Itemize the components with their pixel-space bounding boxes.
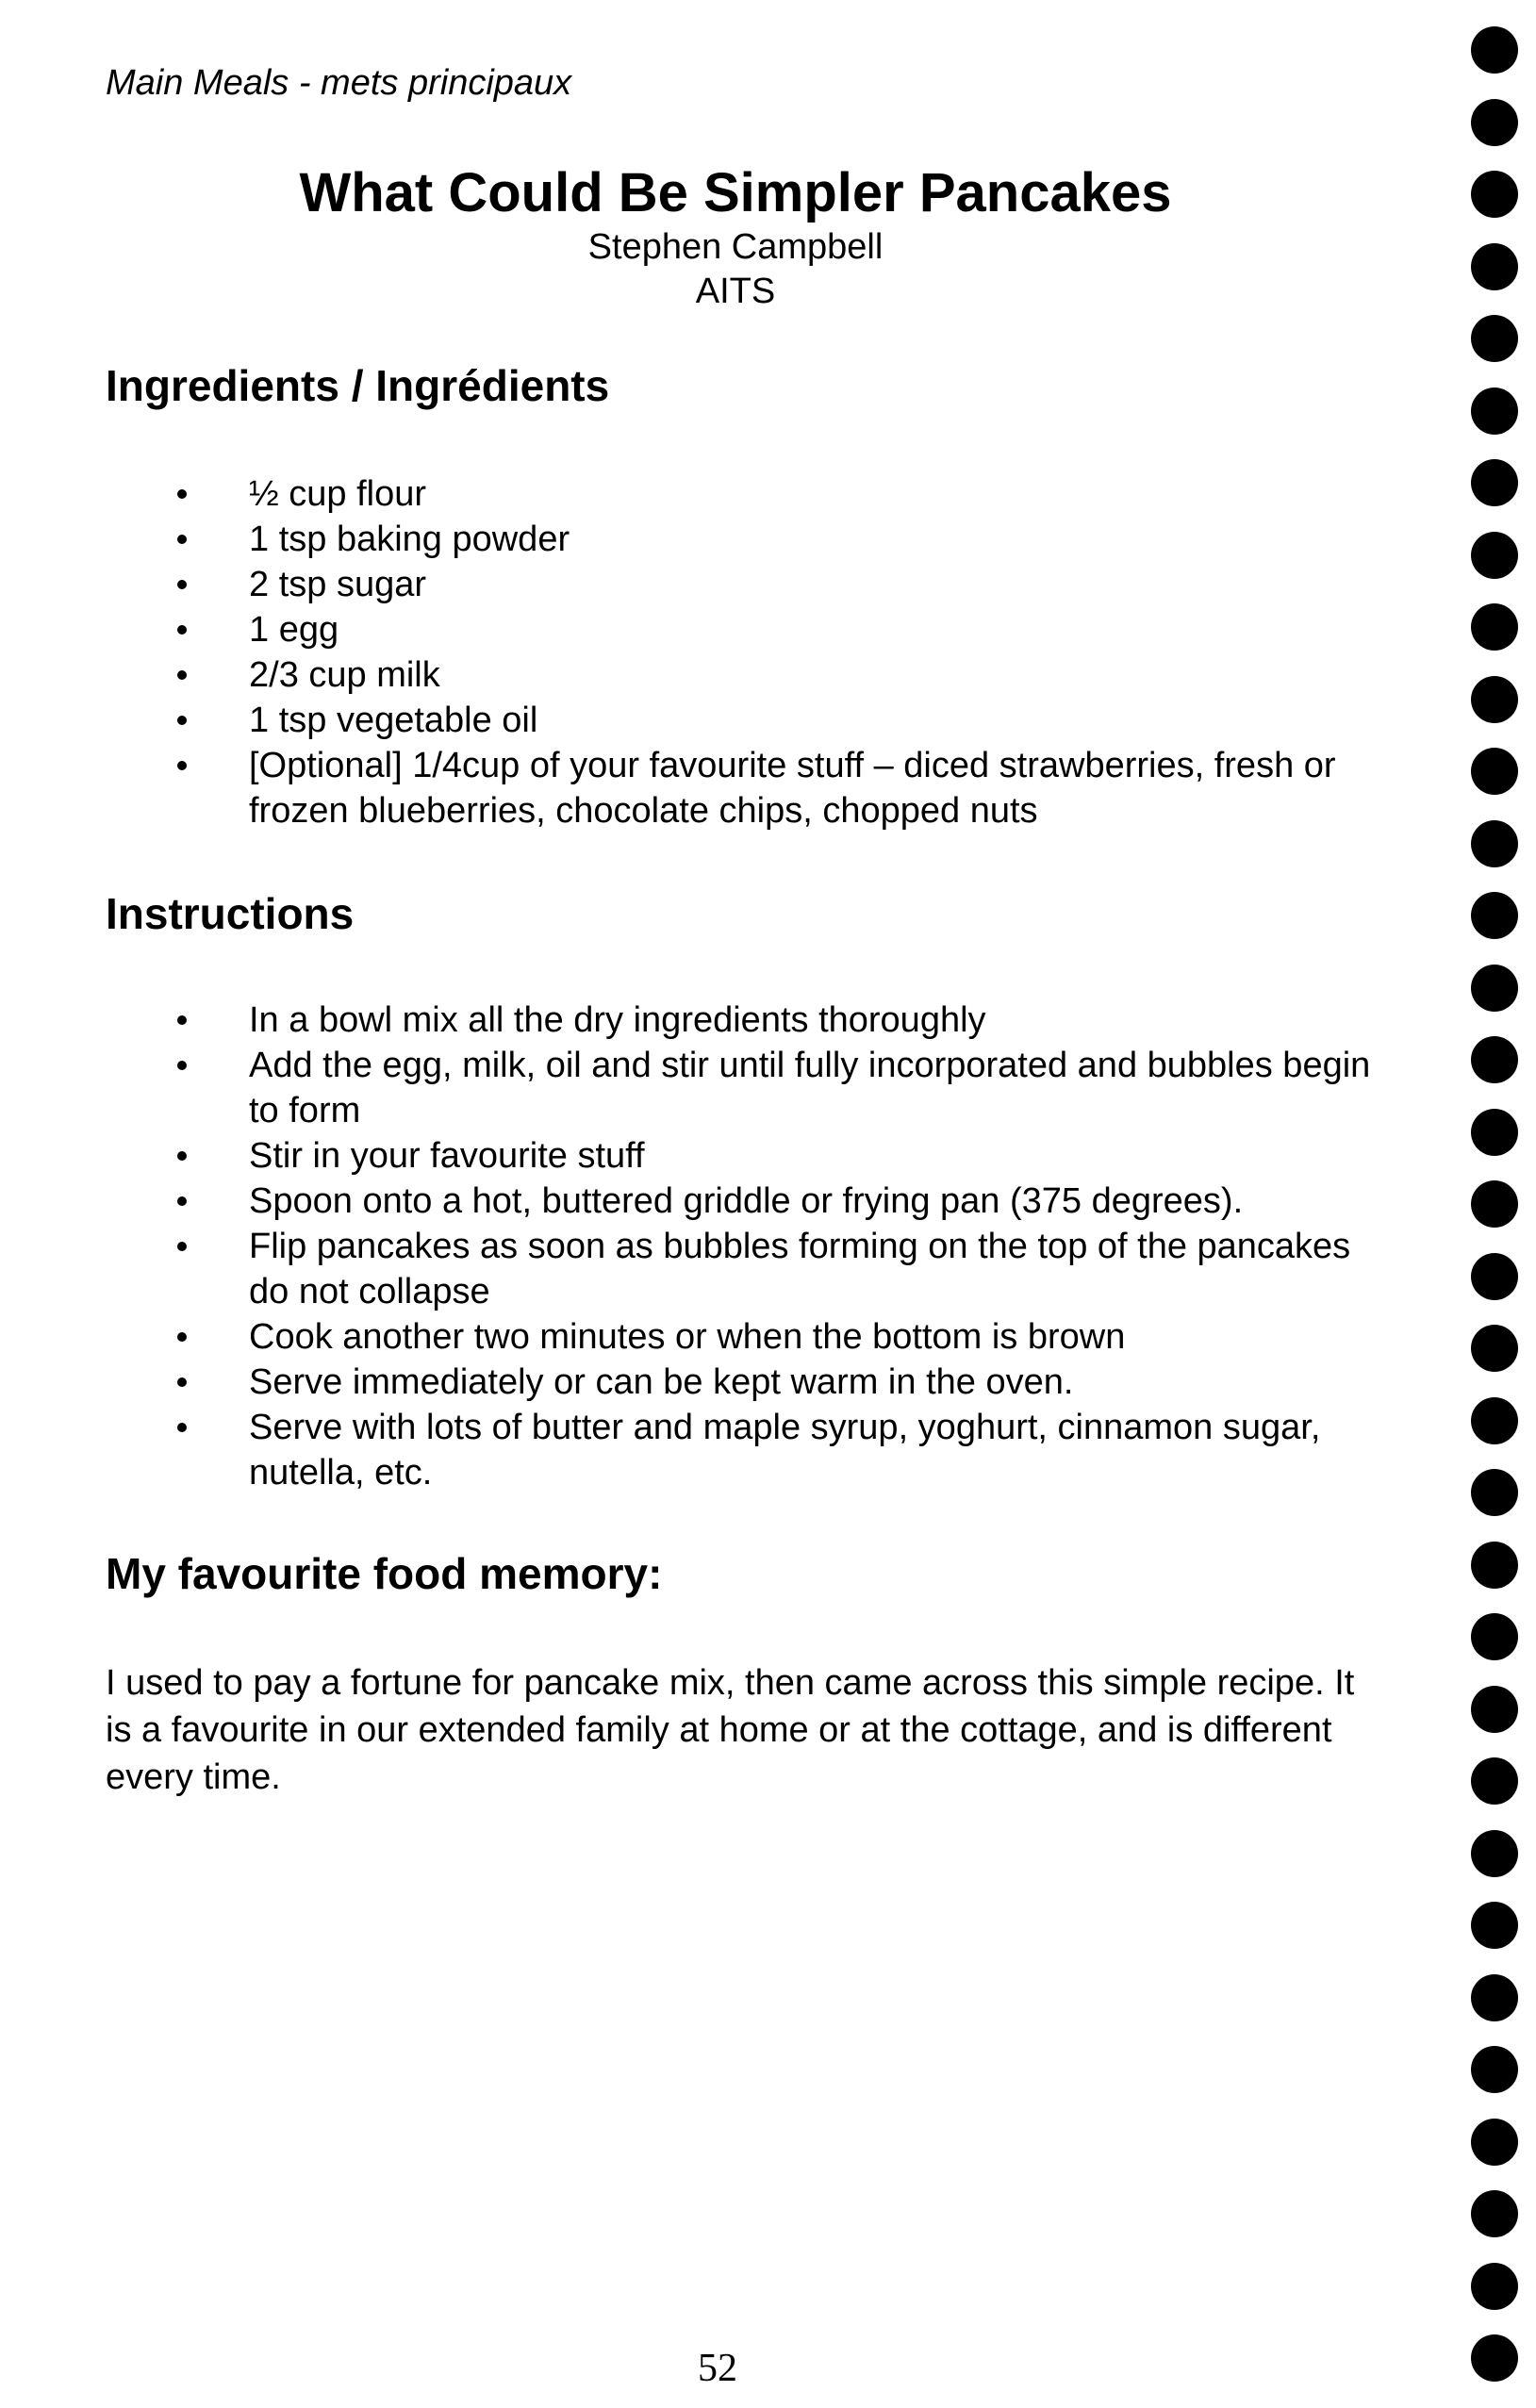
list-item	[168, 517, 1394, 562]
instruction-text: Spoon onto a hot, buttered griddle or frying pan (375 degrees).	[249, 1181, 1244, 1221]
list-item	[168, 1224, 1394, 1314]
instructions-heading: Instructions	[106, 889, 355, 938]
binding-hole-icon	[1471, 315, 1518, 362]
bullet-icon	[177, 670, 187, 680]
list-item	[168, 698, 1394, 743]
bullet-icon	[177, 1423, 187, 1432]
list-item	[168, 1405, 1394, 1495]
bullet-icon	[177, 761, 187, 770]
list-item	[168, 607, 1394, 652]
binding-hole-icon	[1471, 1109, 1518, 1156]
binding-hole-icon	[1471, 1974, 1518, 2021]
list-item	[168, 1179, 1394, 1224]
list-item	[168, 652, 1394, 698]
recipe-title: What Could Be Simpler Pancakes	[299, 162, 1172, 223]
instruction-text: Flip pancakes as soon as bubbles forming on the top of the pancakes do not collapse	[249, 1227, 1351, 1311]
instruction-text: Add the egg, milk, oil and stir until fully incorporated and bubbles begin to form	[249, 1046, 1371, 1130]
binding-hole-icon	[1471, 1902, 1518, 1949]
binding-hole-icon	[1471, 1830, 1518, 1877]
binding-hole-icon	[1471, 1325, 1518, 1372]
binding-hole-icon	[1471, 388, 1518, 435]
bullet-icon	[177, 1242, 187, 1251]
list-item	[168, 998, 1394, 1043]
binding-hole-icon	[1471, 2046, 1518, 2093]
instruction-text: Stir in your favourite stuff	[249, 1136, 645, 1176]
bullet-icon	[177, 625, 187, 635]
instructions-list	[168, 998, 1394, 1495]
ingredient-text: 2 tsp sugar	[249, 565, 426, 604]
instruction-text: Cook another two minutes or when the bottom is brown	[249, 1317, 1126, 1357]
ingredient-text: [Optional] 1/4cup of your favourite stuff – diced strawberries, fresh or frozen blueberries, chocolate chips, chopped nuts	[249, 746, 1336, 831]
list-item	[168, 1133, 1394, 1179]
binding-hole-icon	[1471, 99, 1518, 146]
bullet-icon	[177, 1196, 187, 1206]
binding-hole-icon	[1471, 748, 1518, 795]
instruction-text: Serve immediately or can be kept warm in the oven.	[249, 1362, 1074, 1402]
bullet-icon	[177, 1332, 187, 1342]
list-item	[168, 471, 1394, 517]
binding-hole-icon	[1471, 1469, 1518, 1516]
bullet-icon	[177, 716, 187, 725]
bullet-icon	[177, 489, 187, 499]
binding-hole-icon	[1471, 26, 1518, 74]
ingredient-text: 2/3 cup milk	[249, 655, 440, 695]
binding-hole-icon	[1471, 1686, 1518, 1733]
bullet-icon	[177, 1061, 187, 1070]
binding-hole-icon	[1471, 1253, 1518, 1300]
binding-hole-icon	[1471, 1180, 1518, 1228]
ingredients-list	[168, 471, 1394, 833]
page-number: 52	[698, 2347, 737, 2390]
binding-hole-icon	[1471, 1757, 1518, 1805]
binding-hole-icon	[1471, 965, 1518, 1012]
list-item	[168, 1360, 1394, 1405]
binding-hole-icon	[1471, 1036, 1518, 1083]
instruction-text: In a bowl mix all the dry ingredients thoroughly	[249, 1000, 986, 1040]
ingredients-heading: Ingredients / Ingrédients	[106, 361, 610, 410]
binding-hole-icon	[1471, 2190, 1518, 2237]
binding-hole-icon	[1471, 676, 1518, 723]
binding-hole-icon	[1471, 532, 1518, 579]
ingredient-text: 1 tsp baking powder	[249, 520, 570, 559]
ingredient-text: 1 egg	[249, 610, 339, 650]
bullet-icon	[177, 1151, 187, 1161]
binding-hole-icon	[1471, 892, 1518, 939]
recipe-author: Stephen Campbell	[587, 226, 884, 267]
memory-text: I used to pay a fortune for pancake mix, then came across this simple recipe. It is a favourite in our extended family at home or at the cottage, and is different every time.	[106, 1663, 1355, 1797]
binding-hole-icon	[1471, 1542, 1518, 1589]
bullet-icon	[177, 535, 187, 544]
binding-hole-icon	[1471, 1613, 1518, 1660]
list-item	[168, 1314, 1394, 1360]
binding-hole-icon	[1471, 2263, 1518, 2310]
binding-hole-icon	[1471, 2119, 1518, 2166]
binding-hole-icon	[1471, 243, 1518, 290]
bullet-icon	[177, 1377, 187, 1387]
binding-hole-icon	[1471, 1397, 1518, 1444]
binding-hole-icon	[1471, 171, 1518, 218]
list-item	[168, 1043, 1394, 1133]
list-item	[168, 562, 1394, 607]
instruction-text: Serve with lots of butter and maple syrup, yoghurt, cinnamon sugar, nutella, etc.	[249, 1408, 1321, 1493]
spiral-binding	[1465, 26, 1524, 2402]
bullet-icon	[177, 580, 187, 589]
memory-heading: My favourite food memory:	[106, 1549, 663, 1598]
list-item	[168, 743, 1394, 833]
binding-hole-icon	[1471, 820, 1518, 867]
bullet-icon	[177, 1015, 187, 1025]
running-head: Main Meals - mets principaux	[106, 63, 572, 103]
title-block	[283, 162, 1188, 315]
binding-hole-icon	[1471, 2334, 1518, 2382]
ingredient-text: ½ cup flour	[249, 474, 426, 514]
ingredient-text: 1 tsp vegetable oil	[249, 701, 538, 740]
recipe-affiliation: AITS	[695, 272, 776, 312]
binding-hole-icon	[1471, 603, 1518, 651]
binding-hole-icon	[1471, 459, 1518, 506]
